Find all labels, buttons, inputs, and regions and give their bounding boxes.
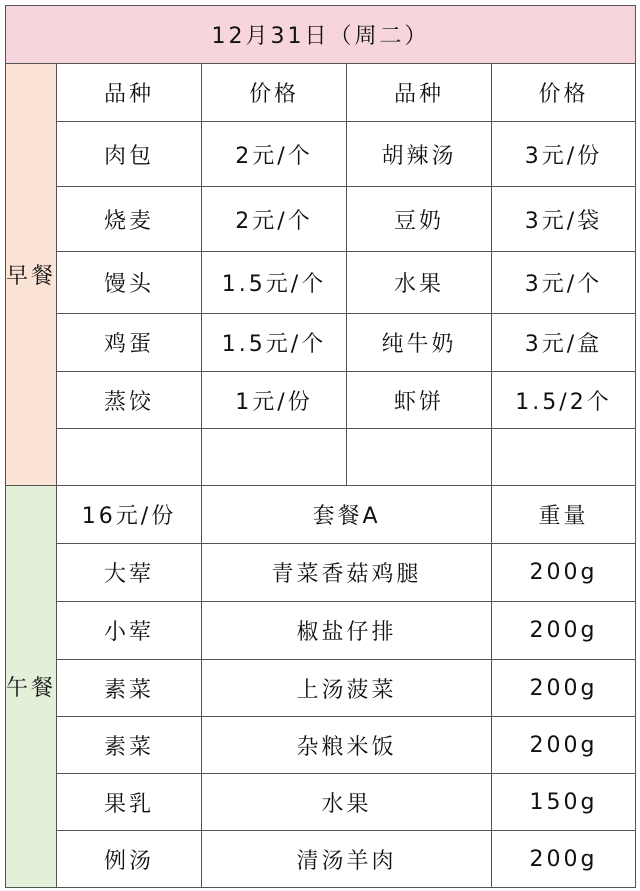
dish-category: 素菜 xyxy=(57,660,202,717)
item-name: 肉包 xyxy=(57,122,202,187)
dish-name: 椒盐仔排 xyxy=(202,602,492,660)
table-row xyxy=(6,122,636,187)
header-price: 价格 xyxy=(202,64,347,122)
item-name: 蒸饺 xyxy=(57,372,202,429)
item-price: 3元/盒 xyxy=(492,314,636,372)
header-set-meal: 套餐A xyxy=(202,486,492,544)
item-name: 胡辣汤 xyxy=(347,122,492,187)
table-row xyxy=(6,187,636,252)
item-name: 水果 xyxy=(347,252,492,314)
item-name: 鸡蛋 xyxy=(57,314,202,372)
header-item: 品种 xyxy=(57,64,202,122)
item-price: 3元/个 xyxy=(492,252,636,314)
dish-weight: 200g xyxy=(492,717,636,774)
item-price: 3元/袋 xyxy=(492,187,636,252)
empty-cell xyxy=(57,429,202,486)
dish-name: 清汤羊肉 xyxy=(202,831,492,888)
table-row xyxy=(6,774,636,831)
dish-name: 水果 xyxy=(202,774,492,831)
page-title: 12月31日（周二） xyxy=(6,6,636,64)
empty-row xyxy=(6,429,636,486)
item-name: 豆奶 xyxy=(347,187,492,252)
item-name: 纯牛奶 xyxy=(347,314,492,372)
header-item: 品种 xyxy=(347,64,492,122)
item-price: 1元/份 xyxy=(202,372,347,429)
dish-category: 例汤 xyxy=(57,831,202,888)
table-row xyxy=(6,544,636,602)
empty-cell xyxy=(202,429,347,486)
dish-category: 小荤 xyxy=(57,602,202,660)
dish-weight: 200g xyxy=(492,602,636,660)
item-price: 1.5/2个 xyxy=(492,372,636,429)
table-row xyxy=(6,717,636,774)
item-price: 3元/份 xyxy=(492,122,636,187)
item-name: 虾饼 xyxy=(347,372,492,429)
table-row xyxy=(6,372,636,429)
item-name: 烧麦 xyxy=(57,187,202,252)
dish-category: 果乳 xyxy=(57,774,202,831)
dish-name: 青菜香菇鸡腿 xyxy=(202,544,492,602)
section-label-breakfast: 早餐 xyxy=(6,64,57,486)
item-price: 2元/个 xyxy=(202,187,347,252)
dish-name: 上汤菠菜 xyxy=(202,660,492,717)
item-price: 1.5元/个 xyxy=(202,252,347,314)
empty-cell xyxy=(492,429,636,486)
dish-weight: 200g xyxy=(492,544,636,602)
header-price-per-portion: 16元/份 xyxy=(57,486,202,544)
header-weight: 重量 xyxy=(492,486,636,544)
table-row xyxy=(6,831,636,888)
item-name: 馒头 xyxy=(57,252,202,314)
dish-weight: 200g xyxy=(492,660,636,717)
dish-category: 素菜 xyxy=(57,717,202,774)
section-label-lunch: 午餐 xyxy=(6,486,57,888)
menu-table xyxy=(5,5,636,888)
header-price: 价格 xyxy=(492,64,636,122)
table-row xyxy=(6,602,636,660)
dish-weight: 200g xyxy=(492,831,636,888)
table-row xyxy=(6,660,636,717)
empty-cell xyxy=(347,429,492,486)
dish-category: 大荤 xyxy=(57,544,202,602)
dish-name: 杂粮米饭 xyxy=(202,717,492,774)
dish-weight: 150g xyxy=(492,774,636,831)
table-row xyxy=(6,314,636,372)
table-row xyxy=(6,252,636,314)
item-price: 1.5元/个 xyxy=(202,314,347,372)
item-price: 2元/个 xyxy=(202,122,347,187)
